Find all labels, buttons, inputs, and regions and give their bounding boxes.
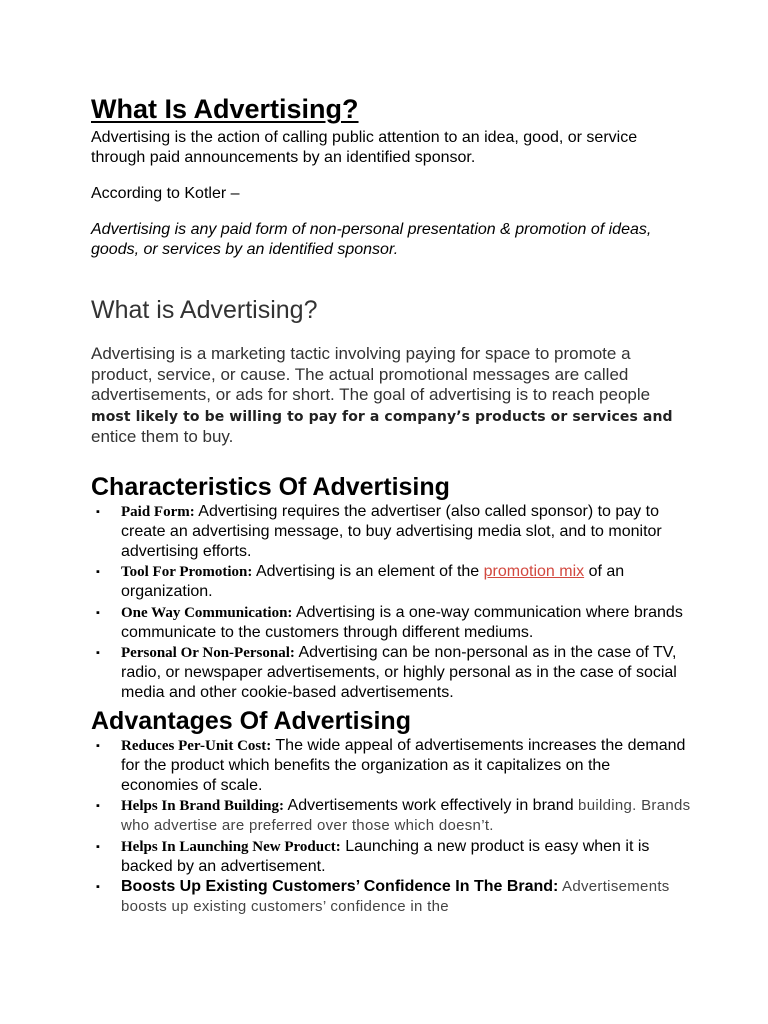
item-text: Advertising is an element of the bbox=[252, 563, 484, 581]
item-text: Advertising is a one-way communication where brands communicate to the customers through different mediums. bbox=[121, 603, 683, 641]
bullet-icon: ▪ bbox=[96, 606, 100, 619]
item-term: Personal Or Non-Personal: bbox=[121, 644, 295, 661]
section1-paragraph-2: According to Kotler – bbox=[91, 185, 240, 202]
section1-paragraph-1: Advertising is the action of calling public attention to an idea, good, or service through paid announcements by an identified sponsor. bbox=[91, 129, 638, 166]
bullet-icon: ▪ bbox=[96, 880, 100, 893]
list-item bbox=[91, 603, 691, 643]
item-term: One Way Communication: bbox=[121, 604, 293, 621]
section2-text-bold: most likely to be willing to pay for a company’s products or services and bbox=[91, 408, 673, 425]
kotler-definition: Advertising is any paid form of non-personal presentation & promotion of ideas, goods, or services by an identified sponsor. bbox=[91, 221, 652, 258]
characteristics-title: Characteristics Of Advertising bbox=[91, 472, 450, 501]
item-term: Helps In Brand Building: bbox=[121, 798, 284, 815]
list-item bbox=[91, 643, 691, 704]
bullet-icon: ▪ bbox=[96, 800, 100, 813]
item-text: Advertising can be non-personal as in the case of TV, radio, or newspaper advertisements, or highly personal as in the case of social media and other cookie-based advertisements. bbox=[121, 643, 677, 702]
section2-title: What is Advertising? bbox=[91, 296, 318, 324]
section2-text-start: Advertising is a marketing tactic involving paying for space to promote a product, service, or cause. The actual promotional messages are called advertisements, or ads for short. The goal of advertising is to reach people bbox=[91, 344, 651, 404]
bullet-icon: ▪ bbox=[96, 840, 100, 853]
section2-text-end: entice them to buy. bbox=[91, 427, 234, 446]
item-text: The wide appeal of advertisements increases the demand for the product which benefits the organization as it capitalizes on the economies of scale. bbox=[121, 736, 686, 794]
item-text: Advertisements work effectively in brand bbox=[283, 797, 579, 815]
item-term: Tool For Promotion: bbox=[121, 564, 253, 581]
item-term: Helps In Launching New Product: bbox=[121, 838, 341, 855]
item-text: Advertising requires the advertiser (also called sponsor) to pay to create an advertising message, to buy advertising media slot, and to monitor advertising efforts. bbox=[121, 502, 662, 560]
section2-paragraph bbox=[91, 344, 691, 448]
bullet-icon: ▪ bbox=[96, 739, 100, 752]
bullet-icon: ▪ bbox=[96, 566, 100, 579]
bullet-icon: ▪ bbox=[96, 646, 100, 659]
section1-title: What Is Advertising? bbox=[91, 94, 359, 124]
item-term: Reduces Per-Unit Cost: bbox=[121, 737, 272, 754]
bullet-icon: ▪ bbox=[96, 505, 100, 518]
item-text-light: building. Brands who advertise are preferred over those which doesn’t. bbox=[121, 797, 691, 835]
item-text: of an organization. bbox=[121, 563, 625, 601]
advantages-title: Advantages Of Advertising bbox=[91, 706, 411, 735]
item-term: Paid Form: bbox=[121, 503, 195, 520]
list-item bbox=[91, 877, 691, 917]
item-text: Launching a new product is easy when it is backed by an advertisement. bbox=[121, 837, 650, 875]
item-term: Boosts Up Existing Customers’ Confidence In The Brand: bbox=[121, 877, 559, 895]
item-text-light: Advertisements boosts up existing customers’ confidence in the bbox=[121, 877, 670, 916]
characteristics-list bbox=[91, 502, 691, 704]
list-item bbox=[91, 562, 691, 602]
promotion-mix-link[interactable]: promotion mix bbox=[483, 563, 585, 581]
list-item bbox=[91, 837, 691, 877]
document-page bbox=[91, 93, 691, 917]
list-item bbox=[91, 502, 691, 563]
advantages-list bbox=[91, 736, 691, 918]
list-item bbox=[91, 796, 691, 836]
list-item bbox=[91, 736, 691, 797]
